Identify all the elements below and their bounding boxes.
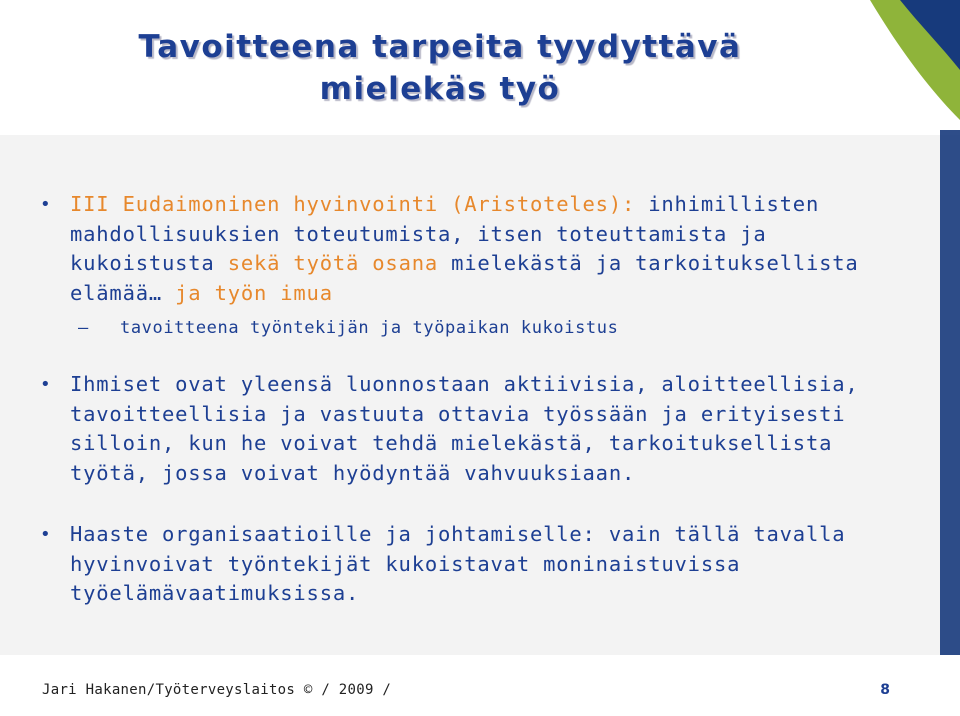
bullet-2-text: Ihmiset ovat yleensä luonnostaan aktiivisia, aloitteellisia, tavoitteellisia ja vastuuta ottavia työssään ja erityisesti silloin, kun he voivat tehdä mielekästä, tarkoituksellista työtä, jossa voivat hyödyntää vahvuuksiaan. — [70, 372, 859, 485]
bullet-item-3 — [40, 520, 900, 609]
bullet-item-2 — [40, 370, 900, 488]
bullet-3-text: Haaste organisaatioille ja johtamiselle: vain tällä tavalla hyvinvoivat työntekijät kukoistavat moninaistuvissa työelämävaatimuksissa. — [70, 522, 846, 605]
bullet-1-part-3: sekä työtä osana — [227, 251, 438, 275]
bullet-list — [40, 190, 900, 609]
page-number: 8 — [880, 682, 890, 698]
bullet-1-part-1: III Eudaimoninen hyvinvointi (Aristoteles): — [70, 192, 649, 216]
sub-bullet-text: tavoitteena työntekijän ja työpaikan kukoistus — [120, 318, 619, 338]
title-line-2: mielekäs työ — [319, 71, 561, 107]
footer-credit: Jari Hakanen/Työterveyslaitos © / 2009 / — [42, 682, 392, 698]
navy-band-right — [940, 130, 960, 655]
bullet-1-part-2: inhimillisten mahdollisuuksien toteutumista, itsen toteuttamista ja kukoistusta — [70, 192, 820, 275]
title-line-1: Tavoitteena tarpeita tyydyttävä — [138, 29, 742, 65]
dash-icon: — — [78, 318, 89, 338]
slide-title — [60, 26, 820, 110]
bullet-item-1 — [40, 190, 900, 308]
bullet-icon: • — [40, 524, 52, 545]
bullet-1-part-5: ja työn imua — [175, 280, 333, 305]
bullet-icon: • — [40, 194, 52, 215]
sub-bullet-1 — [40, 316, 900, 340]
bullet-1-part-4: mielekästä ja tarkoituksellista elämää… — [70, 251, 859, 305]
bullet-icon: • — [40, 374, 52, 395]
